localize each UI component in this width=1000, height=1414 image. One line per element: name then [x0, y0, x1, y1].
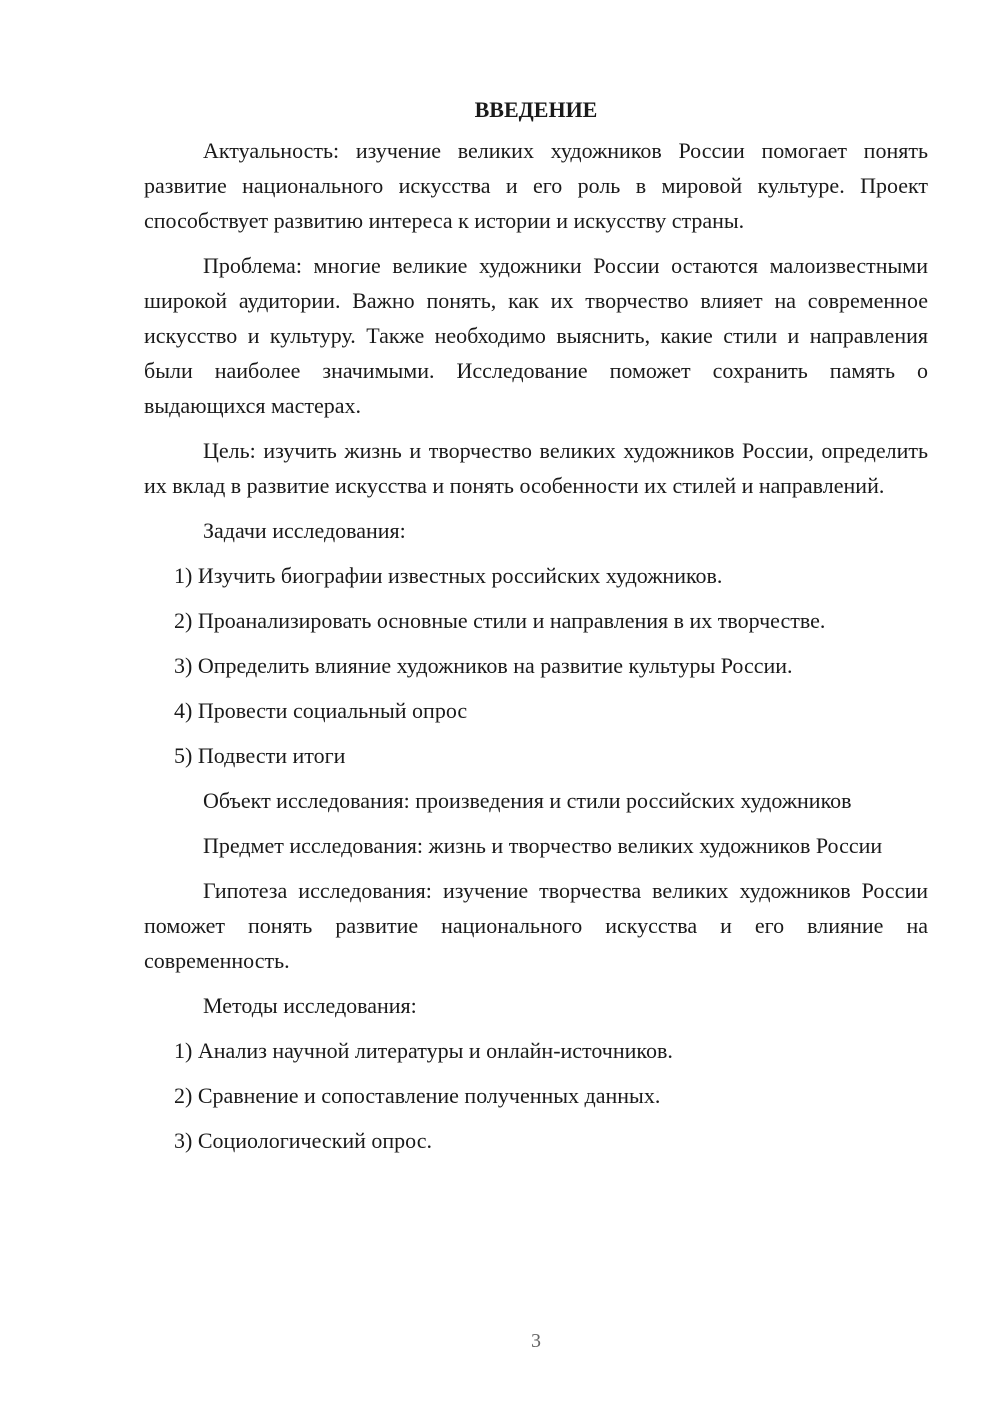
- tasks-heading: Задачи исследования:: [203, 518, 406, 543]
- list-item: 3) Социологический опрос.: [174, 1128, 432, 1153]
- subject-paragraph: Предмет исследования: жизнь и творчество великих художников России: [203, 833, 883, 858]
- problem-paragraph: Проблема: многие великие художники России остаются малоизвестными широкой аудитории. Важно понять, как их творчество влияет на современное искусство и культуру. Также необходимо выяснить, какие стили и направления были наиболее значимыми. Исследование поможет сохранить память о выдающихся мастерах.: [144, 253, 928, 418]
- list-item: 4) Провести социальный опрос: [174, 698, 468, 723]
- methods-heading: Методы исследования:: [203, 993, 417, 1018]
- list-item: 1) Анализ научной литературы и онлайн-источников.: [174, 1038, 673, 1063]
- list-item: 1) Изучить биографии известных российских художников.: [174, 563, 723, 588]
- section-title: ВВЕДЕНИЕ: [474, 97, 598, 122]
- object-paragraph: Объект исследования: произведения и стили российских художников: [203, 788, 852, 813]
- list-item: 3) Определить влияние художников на развитие культуры России.: [174, 653, 793, 678]
- list-item: 2) Сравнение и сопоставление полученных данных.: [174, 1083, 661, 1108]
- document-page: [144, 92, 928, 1168]
- tasks-list: [144, 558, 928, 773]
- list-item: 5) Подвести итоги: [174, 743, 346, 768]
- list-item: 2) Проанализировать основные стили и направления в их творчестве.: [174, 608, 826, 633]
- goal-paragraph: Цель: изучить жизнь и творчество великих художников России, определить их вклад в развитие искусства и понять особенности их стилей и направлений.: [144, 438, 928, 498]
- page-number: 3: [531, 1330, 541, 1352]
- relevance-paragraph: Актуальность: изучение великих художников России помогает понять развитие национального искусства и его роль в мировой культуре. Проект способствует развитию интереса к истории и искусству страны.: [144, 138, 928, 233]
- hypothesis-paragraph: Гипотеза исследования: изучение творчества великих художников России поможет понять развитие национального искусства и его влияние на современность.: [144, 878, 928, 973]
- methods-list: [144, 1033, 928, 1158]
